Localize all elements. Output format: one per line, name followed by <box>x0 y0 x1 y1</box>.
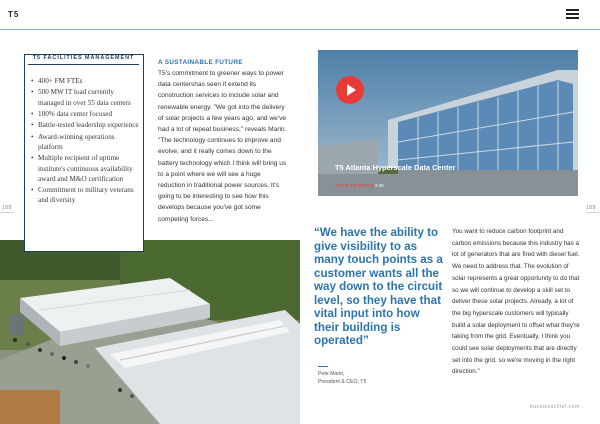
video-watch-link[interactable] <box>335 183 384 188</box>
list-item: • 100% data center focused <box>31 109 139 119</box>
list-item: • Commitment to military veterans and diversity <box>31 185 139 205</box>
quote-rule <box>318 366 328 367</box>
pull-quote: “We have the ability to give visibility to as many touch points as a customer wants all the way down to the circuit level, so they have that vital input into how their building is operated” <box>314 226 443 347</box>
section-subhead: A SUSTAINABLE FUTURE <box>158 59 243 66</box>
page-number-left: 188 <box>2 205 12 211</box>
facilities-list <box>31 76 139 207</box>
quote-author-role: President & CEO, T5 <box>318 378 367 385</box>
list-item: • Award-winning operations platform <box>31 132 139 152</box>
quote-author <box>318 371 366 386</box>
site-url[interactable]: businesschief.com <box>530 404 580 410</box>
watch-label: CLICK TO WATCH <box>335 183 374 188</box>
quote-author-name: Pete Marin, <box>318 371 345 377</box>
top-bar <box>0 0 600 28</box>
left-page-rule <box>0 212 14 213</box>
list-item: • Battle-tested leadership experience <box>31 120 139 130</box>
header-divider <box>0 29 600 30</box>
magazine-logo[interactable]: T5 <box>8 10 20 19</box>
play-icon <box>347 84 356 96</box>
aerial-data-center-photo <box>0 240 300 424</box>
list-item: • 400+ FM FTEs <box>31 76 139 86</box>
play-button[interactable] <box>336 76 364 104</box>
page-number-right: 189 <box>586 205 596 211</box>
facilities-title: T5 FACILITIES MANAGEMENT <box>32 55 135 61</box>
video-thumbnail[interactable] <box>318 50 578 196</box>
article-body-left: T5's commitment to greener ways to power data centershas seen it extend its construction services to include solar and renewable energy. "We got into the delivery of solar projects a few years ago, and we've had a lot of repeat business," reveals Marin. "The technology continues to improve and evolve, and it really comes down to the battery technology which I think will bring us to a point where we will see a huge reduction in traditional power sources. It's going to be interesting to see how this develops because you've got some competing forces... <box>158 70 287 223</box>
hamburger-menu-icon[interactable] <box>566 9 579 19</box>
video-caption-title: T5 Atlanta Hyperscale Data Center <box>335 163 456 172</box>
article-body-right: You want to reduce carbon footprint and carbon emissions because this industry has a lot of generators that are fired with diesel fuel. We need to address that. The evolution of solar represents a great opportunity to do that so we will continue to develop a skill set to deliver these solar projects. Already, a lot of the big hyperscale customers will typically build a solar deployment to offset what they're taking from the grid. Eventually, I think you could see solar deployments that are directly set into the grid, so we're moving in the right direction." <box>452 228 580 376</box>
facilities-title-rule <box>28 64 139 65</box>
list-item: • 500 MW IT load currently managed in over 55 data centers <box>31 87 139 107</box>
right-page-rule <box>586 212 600 213</box>
video-duration: 2:45 <box>374 183 384 188</box>
list-item: • Multiple recipient of uptime institute's continuous availability award and M&O certification <box>31 153 139 184</box>
